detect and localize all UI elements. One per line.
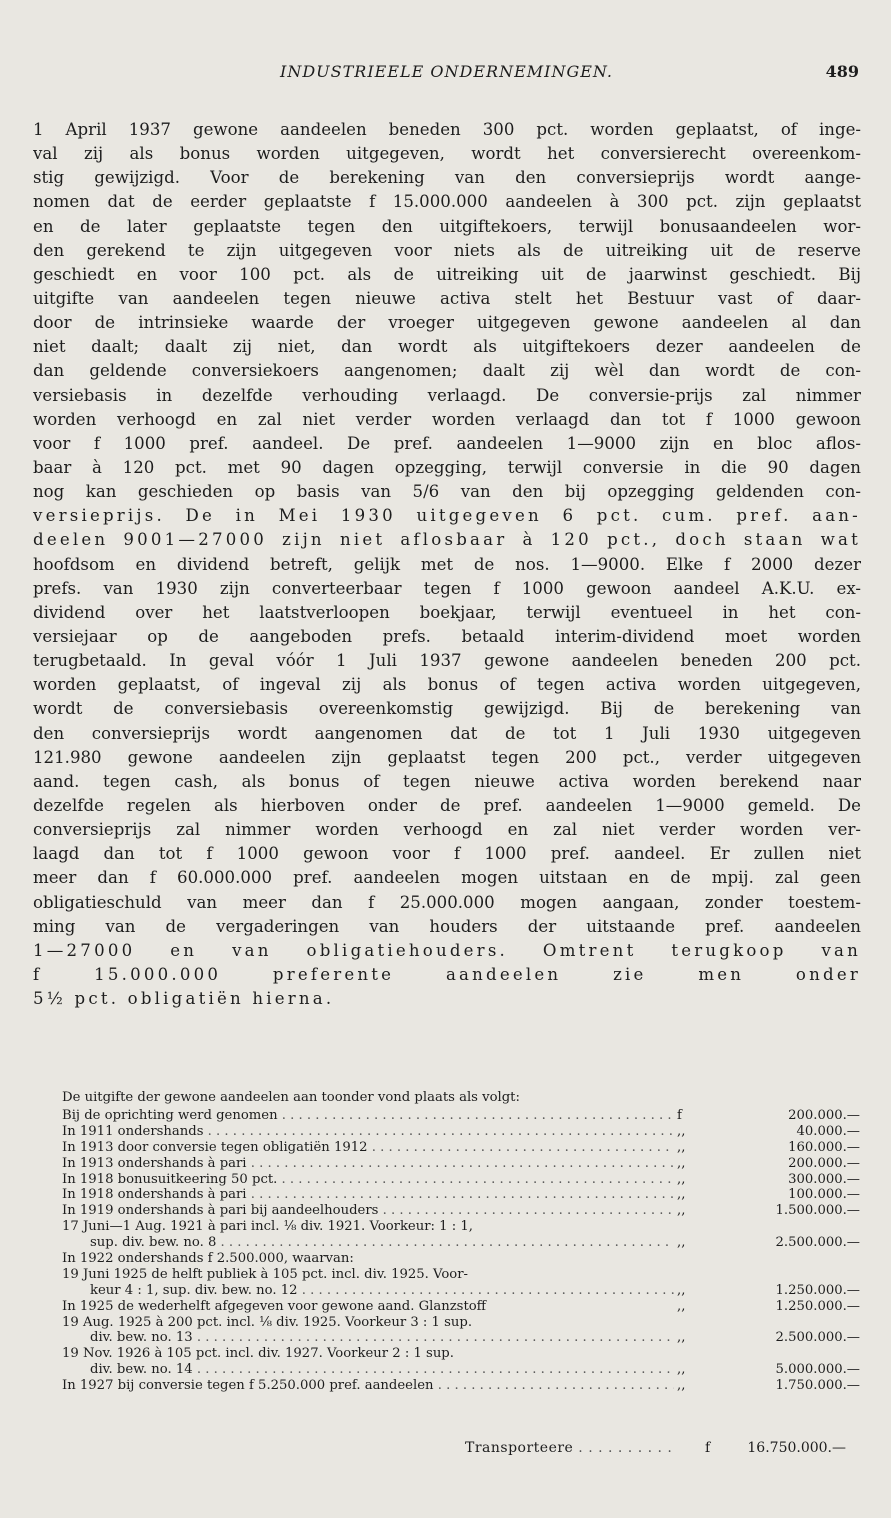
text-line: deelen 9001—27000 zijn niet aflosbaar à 120 pct., doch staan wat (33, 530, 861, 550)
table-row (62, 1315, 860, 1331)
row-currency: ,, (677, 1187, 686, 1203)
table-row (62, 1235, 860, 1251)
row-description: Bij de oprichting werd genomen . . . (62, 1108, 674, 1124)
text-line: 5½ pct. obligatiën hierna. (33, 989, 335, 1009)
table-row (62, 1203, 860, 1219)
row-amount: 1.250.000.— (775, 1282, 860, 1298)
row-amount: 160.000.— (788, 1139, 860, 1155)
row-currency: ,, (677, 1282, 686, 1298)
row-description: In 1927 bij conversie tegen f 5.250.000 pref. aandeelen . . . (62, 1378, 674, 1394)
row-currency: ,, (677, 1155, 686, 1171)
transport-label: Transporteere . . . (465, 1440, 675, 1456)
transport-currency: f (705, 1440, 711, 1456)
row-amount: 1.750.000.— (775, 1378, 860, 1394)
row-description: sup. div. bew. no. 8 . . . (90, 1235, 674, 1251)
row-currency: ,, (677, 1139, 686, 1155)
row-description: In 1925 de wederhelft afgegeven voor gewone aand. Glanzstoff (62, 1298, 487, 1314)
table-row (62, 1346, 860, 1362)
row-amount: 40.000.— (796, 1123, 860, 1139)
text-line: 1—27000 en van obligatiehouders. Omtrent terugkoop van (33, 940, 861, 960)
row-amount: 1.250.000.— (775, 1298, 860, 1314)
row-currency: ,, (677, 1123, 686, 1139)
table-row (62, 1251, 860, 1267)
text-line: conversieprijs zal nimmer worden verhoogd en zal niet verder worden ver- (33, 820, 861, 840)
row-description: div. bew. no. 14 . . . (90, 1362, 674, 1378)
row-currency: f (677, 1108, 682, 1123)
row-description: In 1918 ondershands à pari . . . (62, 1187, 674, 1203)
text-line: f 15.000.000 preferente aandeelen zie men onder (33, 964, 861, 984)
row-currency: ,, (677, 1378, 686, 1394)
text-line: meer dan f 60.000.000 pref. aandeelen mogen uitstaan en de mpij. zal geen (33, 868, 861, 888)
text-line: stig gewijzigd. Voor de berekening van den conversieprijs wordt aange- (33, 168, 861, 188)
text-line: en de later geplaatste tegen den uitgiftekoers, terwijl bonusaandeelen wor- (33, 216, 861, 236)
text-line: versieprijs. De in Mei 1930 uitgegeven 6 pct. cum. pref. aan- (33, 506, 861, 526)
text-line: val zij als bonus worden uitgegeven, wordt het conversierecht overeenkom- (33, 144, 861, 164)
table-row (62, 1124, 860, 1140)
row-currency: ,, (677, 1171, 686, 1187)
text-line: worden verhoogd en zal niet verder worden verlaagd dan tot f 1000 gewoon (33, 409, 861, 429)
text-line: versiebasis in dezelfde verhouding verlaagd. De conversie-prijs zal nimmer (33, 385, 861, 405)
text-line: dezelfde regelen als hierboven onder de pref. aandeelen 1—9000 gemeld. De (33, 795, 861, 815)
table-intro: De uitgifte der gewone aandeelen aan toonder vond plaats als volgt: (62, 1090, 520, 1105)
row-currency: ,, (677, 1203, 686, 1219)
text-line: worden geplaatst, of ingeval zij als bonus of tegen activa worden uitgegeven, (33, 675, 861, 695)
text-line: aand. tegen cash, als bonus of tegen nieuwe activa worden berekend naar (33, 771, 861, 791)
row-amount: 2.500.000.— (775, 1235, 860, 1251)
row-description: 17 Juni—1 Aug. 1921 à pari incl. ⅛ div. 1921. Voorkeur: 1 : 1, (62, 1219, 473, 1235)
text-line: 1 April 1937 gewone aandeelen beneden 300 pct. worden geplaatst, of inge- (33, 120, 861, 139)
text-line: ming van de vergaderingen van houders der uitstaande pref. aandeelen (33, 916, 861, 936)
table-row (62, 1108, 860, 1124)
row-currency: ,, (677, 1235, 686, 1251)
transport-line (465, 1440, 860, 1460)
text-line: den gerekend te zijn uitgegeven voor niets als de uitreiking uit de reserve (33, 240, 861, 260)
text-line: prefs. van 1930 zijn converteerbaar tegen f 1000 gewoon aandeel A.K.U. ex- (33, 578, 861, 598)
table-row (62, 1267, 860, 1283)
row-currency: ,, (677, 1330, 686, 1346)
table-row (62, 1156, 860, 1172)
row-amount: 5.000.000.— (775, 1362, 860, 1378)
row-description: In 1922 ondershands f 2.500.000, waarvan: (62, 1251, 354, 1267)
row-description: In 1918 bonusuitkeering 50 pct. . . . (62, 1172, 674, 1188)
row-amount: 2.500.000.— (775, 1330, 860, 1346)
table-row (62, 1299, 860, 1315)
row-description: keur 4 : 1, sup. div. bew. no. 12 . . . (90, 1283, 674, 1299)
table-row (62, 1283, 860, 1299)
text-line: laagd dan tot f 1000 gewoon voor f 1000 pref. aandeel. Er zullen niet (33, 844, 861, 864)
text-line: dan geldende conversiekoers aangenomen; daalt zij wèl dan wordt de con- (33, 361, 861, 381)
table-row (62, 1172, 860, 1188)
text-line: wordt de conversiebasis overeenkomstig gewijzigd. Bij de berekening van (33, 699, 861, 719)
text-line: baar à 120 pct. met 90 dagen opzegging, terwijl conversie in die 90 dagen (33, 457, 861, 477)
row-amount: 200.000.— (788, 1155, 860, 1171)
table-row (62, 1187, 860, 1203)
text-line: obligatieschuld van meer dan f 25.000.000 mogen aangaan, zonder toestem- (33, 892, 861, 912)
text-line: den conversieprijs wordt aangenomen dat de tot 1 Juli 1930 uitgegeven (33, 723, 861, 743)
share-issue-table (62, 1108, 860, 1394)
table-row (62, 1378, 860, 1394)
text-line: niet daalt; daalt zij niet, dan wordt als uitgiftekoers dezer aandeelen de (33, 337, 861, 357)
row-description: In 1913 ondershands à pari . . . (62, 1156, 674, 1172)
row-description: In 1913 door conversie tegen obligatiën 1912 . . . (62, 1140, 674, 1156)
row-amount: 1.500.000.— (775, 1203, 860, 1219)
row-description: In 1919 ondershands à pari bij aandeelhouders . . . (62, 1203, 674, 1219)
text-line: geschiedt en voor 100 pct. als de uitreiking uit de jaarwinst geschiedt. Bij (33, 264, 861, 284)
table-row (62, 1330, 860, 1346)
text-line: uitgifte van aandeelen tegen nieuwe activa stelt het Bestuur vast of daar- (33, 288, 861, 308)
page-number: 489 (825, 62, 859, 81)
table-row (62, 1362, 860, 1378)
text-line: nog kan geschieden op basis van 5/6 van den bij opzegging geldenden con- (33, 482, 861, 502)
text-line: versiejaar op de aangeboden prefs. betaald interim-dividend moet worden (33, 626, 861, 646)
row-description: 19 Nov. 1926 à 105 pct. incl. div. 1927. Voorkeur 2 : 1 sup. (62, 1346, 454, 1362)
row-currency: ,, (677, 1298, 686, 1314)
transport-amount: 16.750.000.— (747, 1440, 846, 1456)
row-amount: 100.000.— (788, 1187, 860, 1203)
row-description: 19 Juni 1925 de helft publiek à 105 pct. incl. div. 1925. Voor- (62, 1266, 468, 1282)
table-row (62, 1140, 860, 1156)
row-amount: 200.000.— (788, 1108, 860, 1123)
running-title: INDUSTRIEELE ONDERNEMINGEN. (280, 62, 613, 81)
text-line: 121.980 gewone aandeelen zijn geplaatst tegen 200 pct., verder uitgegeven (33, 747, 861, 767)
page-header (34, 62, 859, 86)
row-description: In 1911 ondershands . . . (62, 1124, 674, 1140)
body-paragraph (33, 118, 861, 1011)
text-line: voor f 1000 pref. aandeel. De pref. aandeelen 1—9000 zijn en bloc aflos- (33, 433, 861, 453)
text-line: dividend over het laatstverloopen boekjaar, terwijl eventueel in het con- (33, 602, 861, 622)
row-description: 19 Aug. 1925 à 200 pct. incl. ⅛ div. 1925. Voorkeur 3 : 1 sup. (62, 1314, 473, 1330)
text-line: nomen dat de eerder geplaatste f 15.000.000 aandeelen à 300 pct. zijn geplaatst (33, 192, 861, 212)
table-row (62, 1219, 860, 1235)
row-amount: 300.000.— (788, 1171, 860, 1187)
row-currency: ,, (677, 1362, 686, 1378)
text-line: door de intrinsieke waarde der vroeger uitgegeven gewone aandeelen al dan (33, 313, 861, 333)
text-line: terugbetaald. In geval vóór 1 Juli 1937 gewone aandeelen beneden 200 pct. (33, 651, 861, 671)
row-description: div. bew. no. 13 . . . (90, 1330, 674, 1346)
text-line: hoofdsom en dividend betreft, gelijk met de nos. 1—9000. Elke f 2000 dezer (33, 554, 861, 574)
